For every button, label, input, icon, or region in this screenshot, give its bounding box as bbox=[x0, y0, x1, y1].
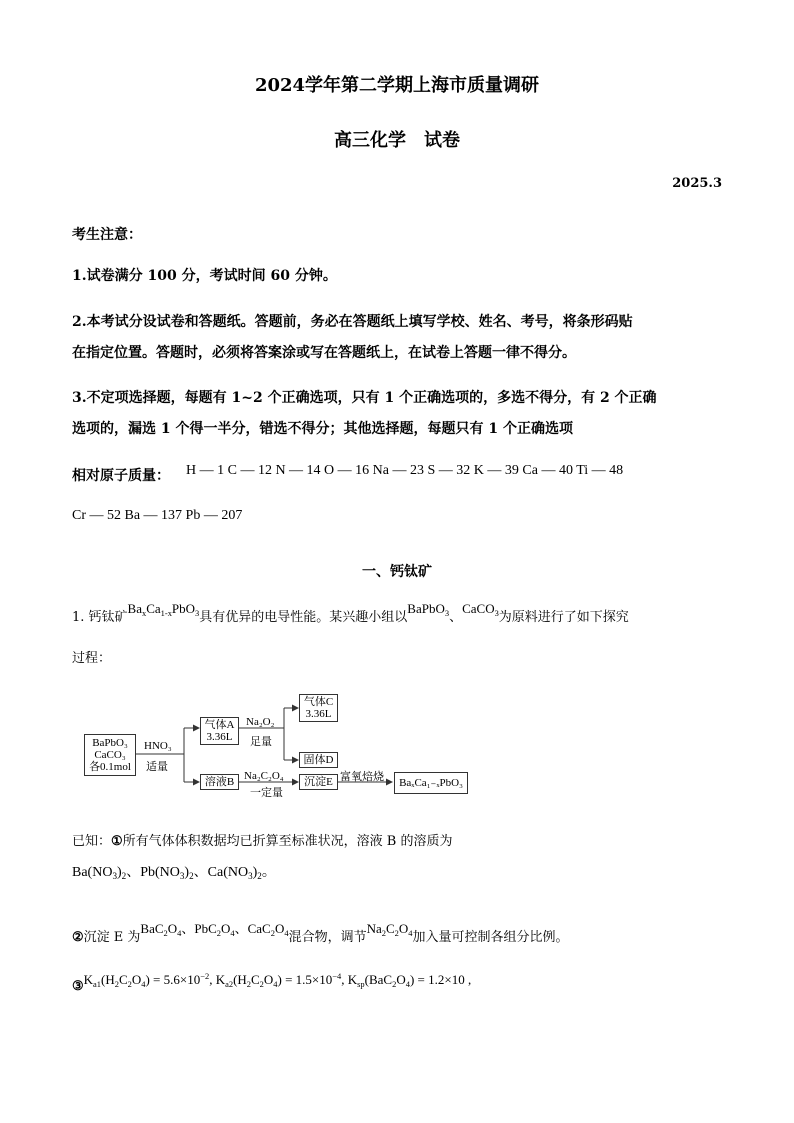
formula-perovskite: $Ba_xCa_{1-x}PbO_3$ bbox=[127, 601, 200, 618]
solution-b-label: 溶液B bbox=[204, 776, 235, 788]
question-1-mid-1: 具有优异的电导性能。某兴趣小组以 bbox=[199, 610, 408, 625]
arrow-4-top-label: 富氧焙烧 bbox=[340, 771, 384, 783]
solution-b-box bbox=[200, 774, 239, 790]
page-subtitle: 高三化学 试卷 bbox=[334, 130, 460, 151]
arrow-2-top-label: Na₂O₂ bbox=[246, 716, 275, 728]
gas-a-line-1: 气体A bbox=[204, 719, 235, 731]
start-line-2: CaCO₃ bbox=[94, 749, 126, 761]
known-line-2 bbox=[72, 921, 569, 946]
question-1-sep: 、 bbox=[449, 610, 463, 625]
notice-item-2-line-1: 2.本考试分设试卷和答题纸。答题前，务必在答题纸上填写学校、姓名、考号，将条形码贴 bbox=[72, 314, 633, 330]
product-box bbox=[394, 772, 468, 794]
start-line-3: 各0.1mol bbox=[89, 761, 131, 773]
page-title: 2024学年第二学期上海市质量调研 bbox=[254, 75, 540, 96]
known-line-1 bbox=[72, 830, 453, 849]
atomic-mass-label: 相对原子质量： bbox=[72, 468, 170, 484]
start-box bbox=[84, 734, 136, 776]
precipitate-e-box bbox=[299, 774, 338, 790]
solutes-formula: $Ba(NO_3)_2$、$Pb(NO_3)_2$、$Ca(NO_3)_2$。 bbox=[72, 865, 276, 881]
ka2-value: 1.5×10 bbox=[295, 972, 333, 987]
gas-c-line-2: 3.36L bbox=[305, 708, 332, 720]
question-1-prefix: 1. 钙钛矿 bbox=[72, 610, 128, 625]
condition-1-text: 所有气体体积数据均已折算至标准状况，溶液 B 的溶质为 bbox=[122, 834, 453, 849]
oxalate-mixture-formula: $BaC_2O_4$、$PbC_2O_4$、$CaC_2O_4$ bbox=[140, 921, 289, 938]
ka1-exponent: −2 bbox=[200, 971, 210, 981]
arrow-3-top-label: Na₂C₂O₄ bbox=[244, 770, 284, 782]
ka1-value: 5.6×10 bbox=[163, 972, 201, 987]
arrow-2-bottom-label: 足量 bbox=[250, 736, 272, 748]
gas-a-box bbox=[200, 717, 239, 745]
section-title: 一、钙钛矿 bbox=[362, 564, 432, 580]
formula-bapbo3: BaPbO$_3$ bbox=[407, 601, 450, 618]
notice-heading: 考生注意： bbox=[72, 227, 142, 243]
formula-caco3: CaCO$_3$ bbox=[462, 601, 499, 618]
known-line-3 bbox=[72, 971, 472, 995]
condition-2-marker: ② bbox=[72, 930, 84, 945]
sodium-oxalate-formula: $Na_2C_2O_4$ bbox=[366, 921, 413, 938]
question-1-line-1 bbox=[72, 601, 629, 626]
arrow-1-top-label: HNO₃ bbox=[144, 740, 172, 752]
question-1-mid-2: 为原料进行了如下探究 bbox=[498, 610, 629, 625]
notice-item-2-line-2: 在指定位置。答题时，必须将答案涂或写在答题纸上，在试卷上答题一律不得分。 bbox=[72, 345, 576, 361]
product-label: BaₓCa₁₋ₓPbO₃ bbox=[399, 777, 463, 789]
condition-2-post: 加入量可控制各组分比例。 bbox=[412, 930, 569, 945]
known-intro: 已知： bbox=[72, 834, 112, 849]
gas-c-box bbox=[299, 694, 338, 722]
flowchart bbox=[84, 690, 484, 800]
condition-3-marker: ③ bbox=[72, 979, 84, 994]
notice-item-3-line-2: 选项的，漏选 1 个得一半分，错选不得分；其他选择题，每题只有 1 个正确选项 bbox=[72, 421, 573, 437]
gas-c-line-1: 气体C bbox=[303, 696, 334, 708]
start-line-1: BaPbO₃ bbox=[92, 737, 128, 749]
ksp-value: 1.2×10 bbox=[428, 972, 465, 987]
notice-item-1: 1.试卷满分 100 分，考试时间 60 分钟。 bbox=[72, 268, 337, 284]
question-1-line-2: 过程： bbox=[72, 651, 112, 666]
notice-item-3-line-1: 3.不定项选择题，每题有 1~2 个正确选项，只有 1 个正确选项的，多选不得分，有 2 个正确 bbox=[72, 390, 657, 406]
condition-1-marker: ① bbox=[111, 834, 123, 849]
condition-2-pre: 沉淀 E 为 bbox=[83, 930, 141, 945]
solid-d-box bbox=[299, 752, 338, 768]
equilibrium-constants: $K_{a1}(H_2C_2O_4) = 5.6\times 10^{-2}$, $K_{a2}(H_2C_2O_4) = 1.5\times 10^{-4}$, $K_{sp}(BaC_2O_4) = 1.2\times 10$ , bbox=[83, 971, 472, 989]
exam-date: 2025.3 bbox=[672, 176, 722, 191]
condition-2-mid: 混合物，调节 bbox=[288, 930, 367, 945]
ka2-exponent: −4 bbox=[332, 971, 342, 981]
arrow-1-bottom-label: 适量 bbox=[146, 761, 168, 773]
atomic-mass-line-1: H — 1 C — 12 N — 14 O — 16 Na — 23 S — 32 K — 39 Ca — 40 Ti — 48 bbox=[186, 463, 624, 478]
gas-a-line-2: 3.36L bbox=[206, 731, 233, 743]
precipitate-e-label: 沉淀E bbox=[304, 776, 333, 788]
atomic-mass-line-2: Cr — 52 Ba — 137 Pb — 207 bbox=[72, 508, 243, 523]
arrow-3-bottom-label: 一定量 bbox=[250, 787, 283, 799]
solid-d-label: 固体D bbox=[303, 754, 334, 766]
